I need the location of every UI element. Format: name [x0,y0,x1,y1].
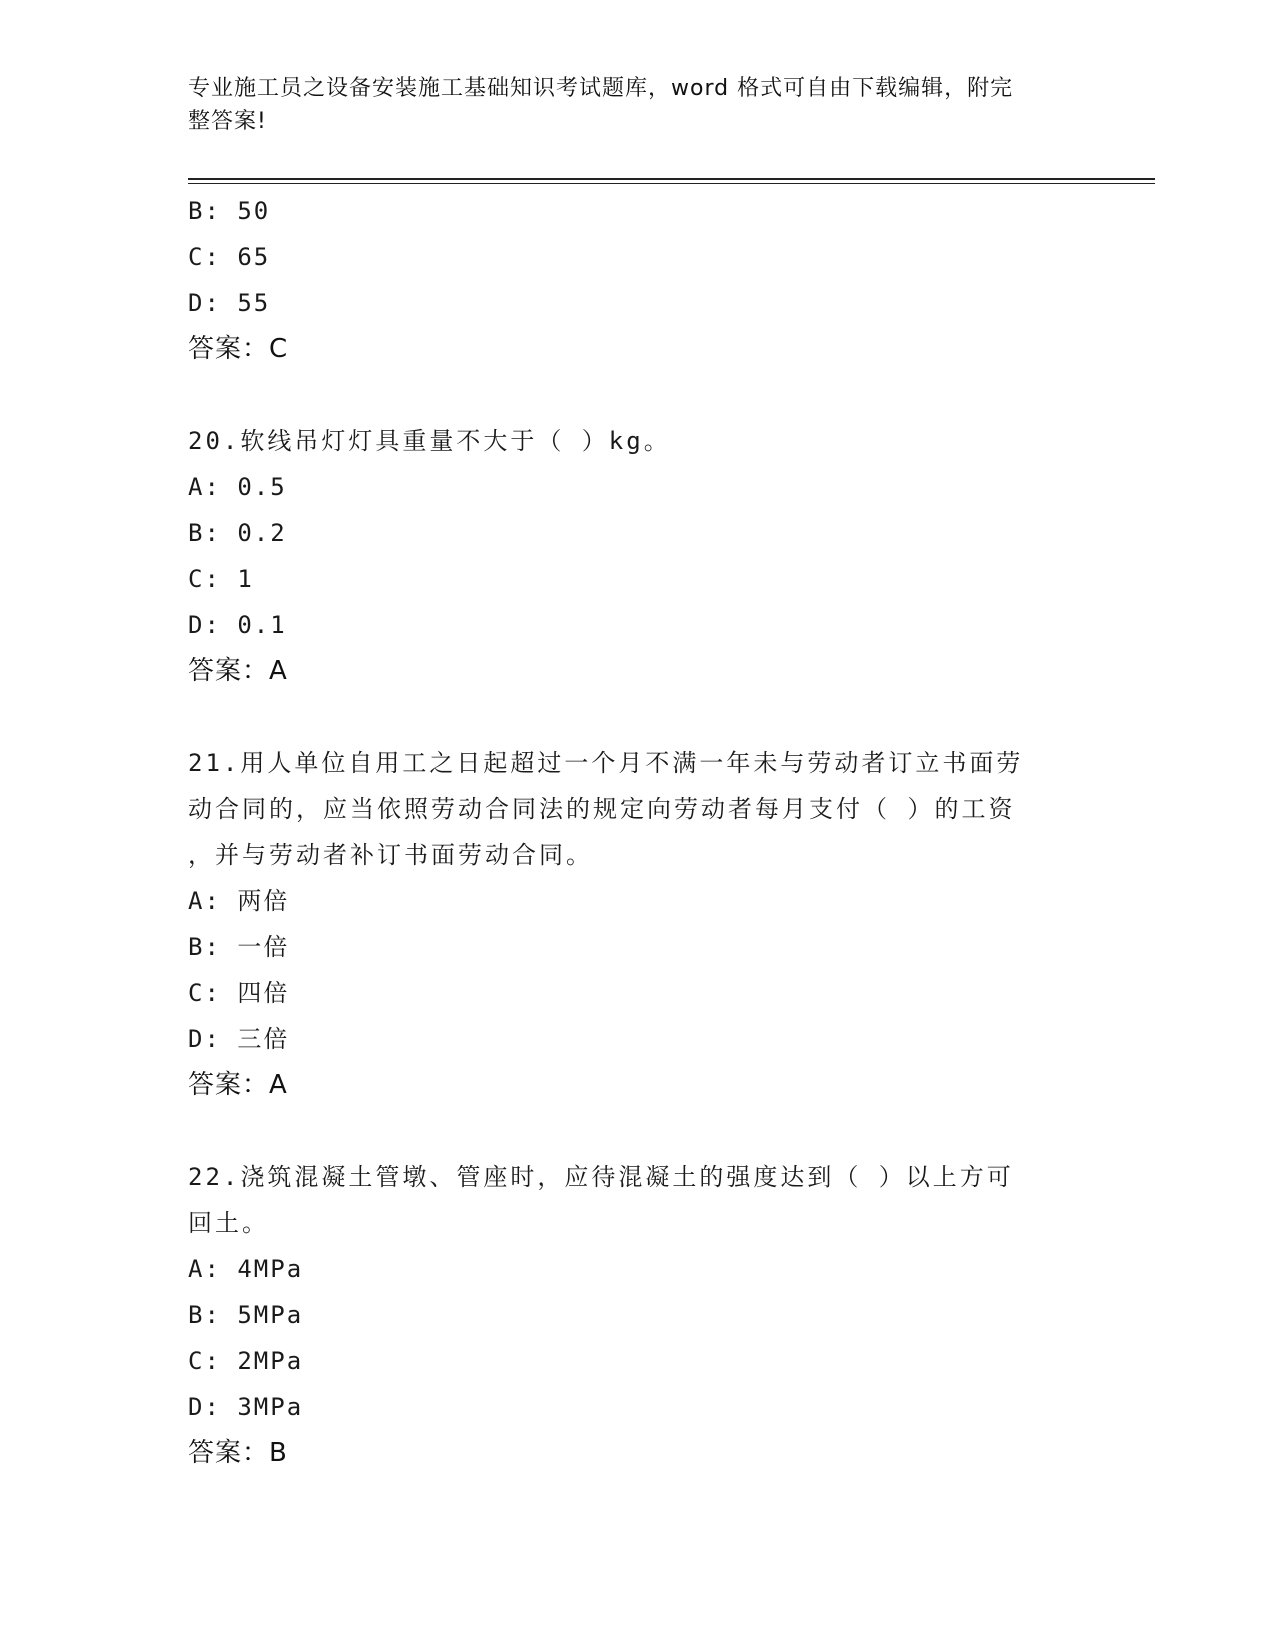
question-19-continued [188,188,1088,372]
option-d: D: 3MPa [188,1393,304,1421]
option-a: A: 0.5 [188,473,287,501]
option-a: A: 4MPa [188,1255,304,1283]
option-b: B: 一倍 [188,933,290,961]
answer-line: 答案：C [188,334,289,364]
option-a: A: 两倍 [188,887,290,915]
option-b: B: 0.2 [188,519,287,547]
question-stem-line-2: 动合同的，应当依照劳动合同法的规定向劳动者每月支付（ ）的工资 [188,795,1016,823]
document-header [188,72,1078,138]
answer-line: 答案：A [188,1070,288,1100]
option-b: B: 50 [188,197,271,225]
option-c: C: 1 [188,565,254,593]
answer-line: 答案：B [188,1438,288,1468]
option-d: D: 三倍 [188,1025,290,1053]
question-stem-line-1: 21.用人单位自用工之日起超过一个月不满一年未与劳动者订立书面劳 [188,749,1024,777]
option-c: C: 四倍 [188,979,290,1007]
question-stem-line-2: 回土。 [188,1209,269,1237]
question-22 [188,1154,1088,1476]
option-c: C: 2MPa [188,1347,304,1375]
question-list [188,188,1088,1476]
option-d: D: 0.1 [188,611,287,639]
question-stem: 20.软线吊灯灯具重量不大于（ ）kg。 [188,427,671,455]
header-title-line-2: 整答案! [188,109,267,134]
question-20 [188,418,1088,694]
question-stem-line-1: 22.浇筑混凝土管墩、管座时，应待混凝土的强度达到（ ）以上方可 [188,1163,1014,1191]
option-d: D: 55 [188,289,271,317]
question-21 [188,740,1088,1108]
option-c: C: 65 [188,243,271,271]
option-b: B: 5MPa [188,1301,304,1329]
answer-line: 答案：A [188,656,288,686]
header-title-line-1: 专业施工员之设备安装施工基础知识考试题库，word 格式可自由下载编辑，附完 [188,76,1014,101]
header-divider [188,178,1155,184]
question-stem-line-3: ，并与劳动者补订书面劳动合同。 [188,841,593,869]
